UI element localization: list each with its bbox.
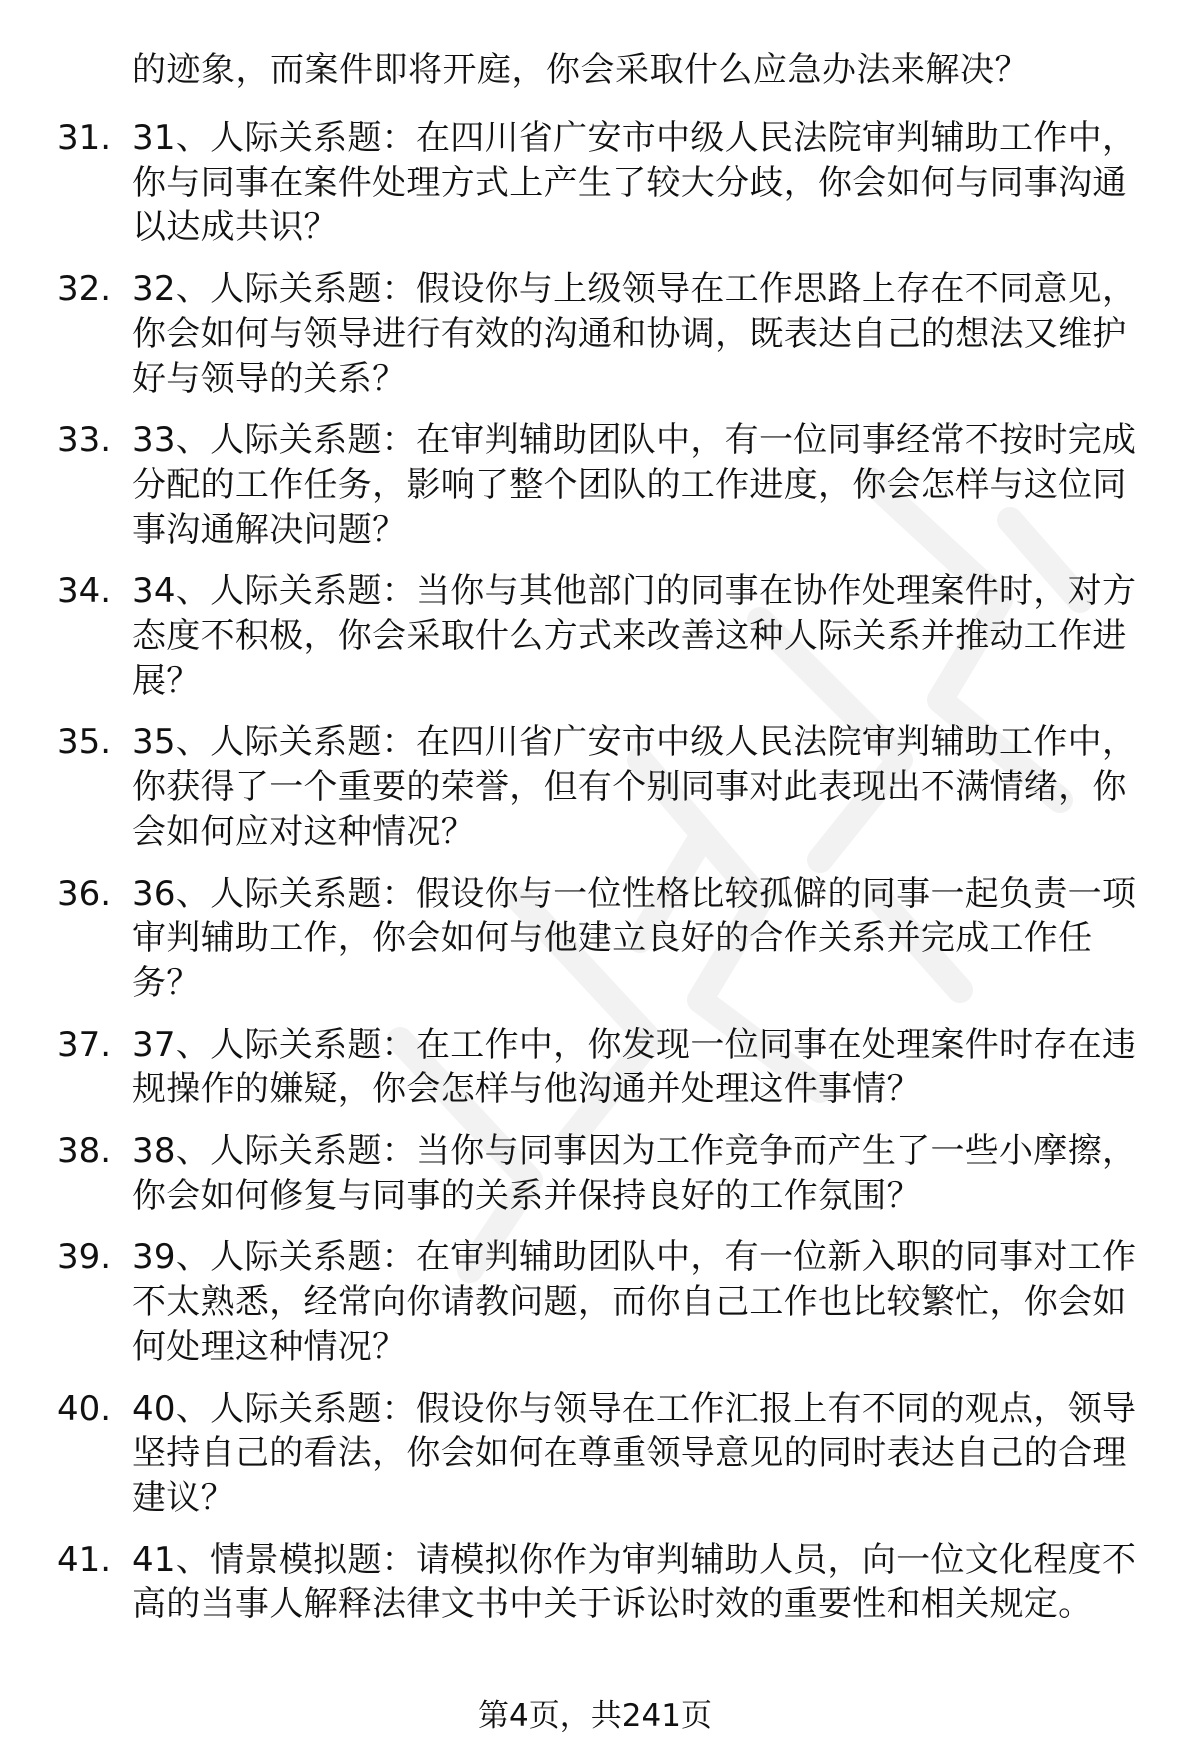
question-number: 34. (57, 571, 112, 612)
list-item (0, 1538, 1190, 1627)
question-number: 38. (57, 1131, 112, 1172)
list-item (0, 418, 1190, 552)
list-item (0, 569, 1190, 703)
question-number: 40. (57, 1388, 112, 1429)
question-text: 37、人际关系题：在工作中，你发现一位同事在处理案件时存在违规操作的嫌疑，你会怎样与他沟通并处理这件事情？ (132, 1024, 1137, 1110)
question-number: 35. (57, 722, 112, 763)
question-number: 36. (57, 873, 112, 914)
question-list (0, 116, 1190, 1644)
question-text: 34、人际关系题：当你与其他部门的同事在协作处理案件时，对方态度不积极，你会采取什么方式来改善这种人际关系并推动工作进展？ (132, 571, 1137, 701)
list-item (0, 872, 1190, 1006)
question-text: 35、人际关系题：在四川省广安市中级人民法院审判辅助工作中，你获得了一个重要的荣誉，但有个别同事对此表现出不满情绪，你会如何应对这种情况？ (132, 722, 1137, 852)
question-text: 32、人际关系题：假设你与上级领导在工作思路上存在不同意见，你会如何与领导进行有效的沟通和协调，既表达自己的想法又维护好与领导的关系？ (132, 269, 1137, 399)
list-item (0, 720, 1190, 854)
question-text: 33、人际关系题：在审判辅助团队中，有一位同事经常不按时完成分配的工作任务，影响了整个团队的工作进度，你会怎样与这位同事沟通解决问题？ (132, 420, 1137, 550)
question-number: 32. (57, 269, 112, 310)
list-item (0, 267, 1190, 401)
question-number: 31. (57, 118, 112, 158)
question-number: 41. (57, 1539, 112, 1580)
question-text: 38、人际关系题：当你与同事因为工作竞争而产生了一些小摩擦，你会如何修复与同事的关系并保持良好的工作氛围？ (132, 1131, 1137, 1216)
question-text: 39、人际关系题：在审判辅助团队中，有一位新入职的同事对工作不太熟悉，经常向你请教问题，而你自己工作也比较繁忙，你会如何处理这种情况？ (132, 1237, 1137, 1367)
page-number-footer: 第4页，共241页 (478, 1698, 712, 1734)
list-item (0, 1129, 1190, 1218)
question-number: 37. (57, 1024, 112, 1065)
question-number: 39. (57, 1237, 112, 1278)
list-item (0, 1023, 1190, 1112)
question-text: 40、人际关系题：假设你与领导在工作汇报上有不同的观点，领导坚持自己的看法，你会如何在尊重领导意见的同时表达自己的合理建议？ (132, 1388, 1137, 1518)
list-item (0, 1387, 1190, 1521)
question-text: 41、情景模拟题：请模拟你作为审判辅助人员，向一位文化程度不高的当事人解释法律文书中关于诉讼时效的重要性和相关规定。 (132, 1539, 1137, 1625)
list-item (0, 116, 1190, 250)
list-item (0, 1235, 1190, 1369)
question-text: 31、人际关系题：在四川省广安市中级人民法院审判辅助工作中，你与同事在案件处理方式上产生了较大分歧，你会如何与同事沟通以达成共识？ (132, 118, 1137, 248)
question-text: 36、人际关系题：假设你与一位性格比较孤僻的同事一起负责一项审判辅助工作，你会如何与他建立良好的合作关系并完成工作任务？ (132, 873, 1137, 1003)
continued-question-text: 的迹象，而案件即将开庭，你会采取什么应急办法来解决？ (132, 50, 1029, 90)
question-number: 33. (57, 420, 112, 461)
